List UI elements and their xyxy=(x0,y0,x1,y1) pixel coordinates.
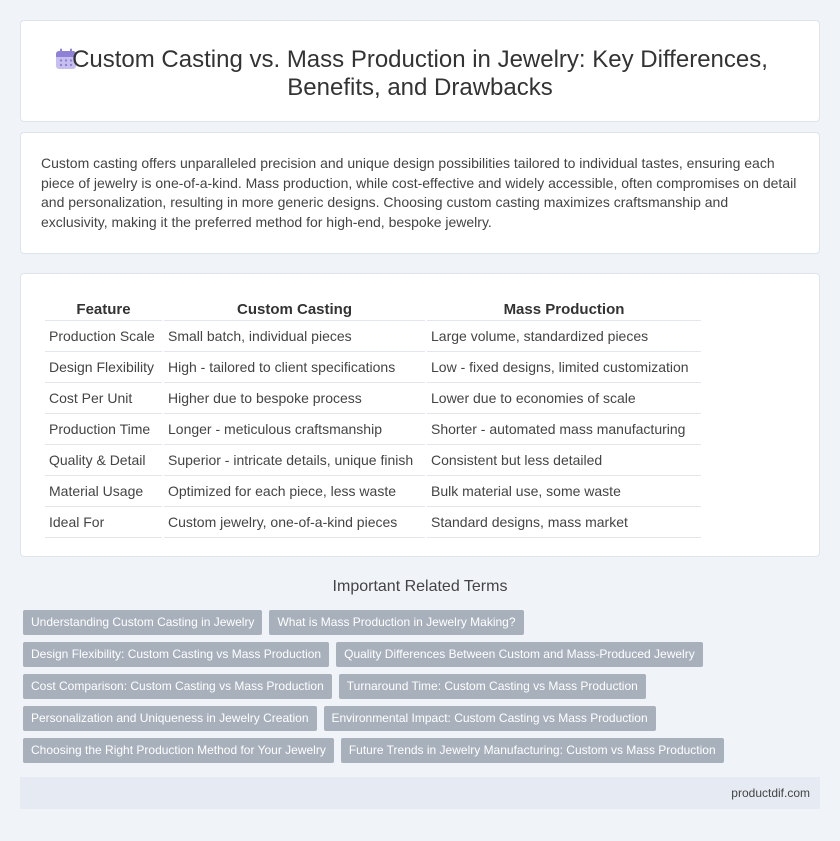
table-row xyxy=(45,352,701,383)
related-term-link[interactable]: Future Trends in Jewelry Manufacturing: Custom vs Mass Production xyxy=(341,738,724,763)
table-row xyxy=(45,321,701,352)
table-row xyxy=(45,383,701,414)
related-term-link[interactable]: Turnaround Time: Custom Casting vs Mass Production xyxy=(339,674,646,699)
related-term-link[interactable]: Environmental Impact: Custom Casting vs Mass Production xyxy=(324,706,656,731)
tag-row xyxy=(23,738,724,763)
table-header-row xyxy=(45,294,701,321)
tag-row xyxy=(23,610,524,635)
table-row xyxy=(45,414,701,445)
related-term-link[interactable]: Personalization and Uniqueness in Jewelry Creation xyxy=(23,706,317,731)
mass-production-cell: Shorter - automated mass manufacturing xyxy=(427,414,701,445)
intro-paragraph: Custom casting offers unparalleled precision and unique design possibilities tailored to individual tastes, ensuring each piece of jewelry is one-of-a-kind. Mass production, while cost-effective and widely accessible, often compromises on detail and personalization, resulting in more generic designs. Choosing custom casting maximizes craftsmanship and exclusivity, making it the preferred method for high-end, bespoke jewelry. xyxy=(41,155,797,230)
feature-cell: Design Flexibility xyxy=(45,352,162,383)
feature-cell: Material Usage xyxy=(45,476,162,507)
footer xyxy=(20,777,820,809)
feature-cell: Cost Per Unit xyxy=(45,383,162,414)
custom-casting-cell: Custom jewelry, one-of-a-kind pieces xyxy=(164,507,425,538)
table-row xyxy=(45,445,701,476)
mass-production-cell: Low - fixed designs, limited customization xyxy=(427,352,701,383)
tag-row xyxy=(23,674,646,699)
mass-production-cell: Lower due to economies of scale xyxy=(427,383,701,414)
table-row xyxy=(45,476,701,507)
custom-casting-cell: Longer - meticulous craftsmanship xyxy=(164,414,425,445)
table-row xyxy=(45,507,701,538)
custom-casting-cell: Optimized for each piece, less waste xyxy=(164,476,425,507)
intro-card xyxy=(20,132,820,254)
comparison-table xyxy=(43,294,703,538)
custom-casting-cell: Superior - intricate details, unique finish xyxy=(164,445,425,476)
feature-cell: Ideal For xyxy=(45,507,162,538)
related-term-link[interactable]: Quality Differences Between Custom and Mass-Produced Jewelry xyxy=(336,642,703,667)
header-mass-production: Mass Production xyxy=(427,294,701,321)
comparison-card xyxy=(20,273,820,557)
title-card xyxy=(20,20,820,122)
related-terms-title: Important Related Terms xyxy=(332,578,508,595)
feature-cell: Production Time xyxy=(45,414,162,445)
header-custom-casting: Custom Casting xyxy=(164,294,425,321)
mass-production-cell: Large volume, standardized pieces xyxy=(427,321,701,352)
tag-row xyxy=(23,706,656,731)
site-name[interactable]: productdif.com xyxy=(731,786,810,800)
mass-production-cell: Consistent but less detailed xyxy=(427,445,701,476)
related-term-link[interactable]: What is Mass Production in Jewelry Making? xyxy=(269,610,523,635)
custom-casting-cell: Small batch, individual pieces xyxy=(164,321,425,352)
related-term-link[interactable]: Choosing the Right Production Method for Your Jewelry xyxy=(23,738,334,763)
custom-casting-cell: Higher due to bespoke process xyxy=(164,383,425,414)
feature-cell: Production Scale xyxy=(45,321,162,352)
feature-cell: Quality & Detail xyxy=(45,445,162,476)
mass-production-cell: Bulk material use, some waste xyxy=(427,476,701,507)
page-title: Custom Casting vs. Mass Production in Jewelry: Key Differences, Benefits, and Drawbacks xyxy=(72,46,768,101)
related-term-link[interactable]: Design Flexibility: Custom Casting vs Mass Production xyxy=(23,642,329,667)
custom-casting-cell: High - tailored to client specifications xyxy=(164,352,425,383)
related-term-link[interactable]: Understanding Custom Casting in Jewelry xyxy=(23,610,262,635)
mass-production-cell: Standard designs, mass market xyxy=(427,507,701,538)
header-feature: Feature xyxy=(45,294,162,321)
related-term-link[interactable]: Cost Comparison: Custom Casting vs Mass Production xyxy=(23,674,332,699)
tag-row xyxy=(23,642,703,667)
